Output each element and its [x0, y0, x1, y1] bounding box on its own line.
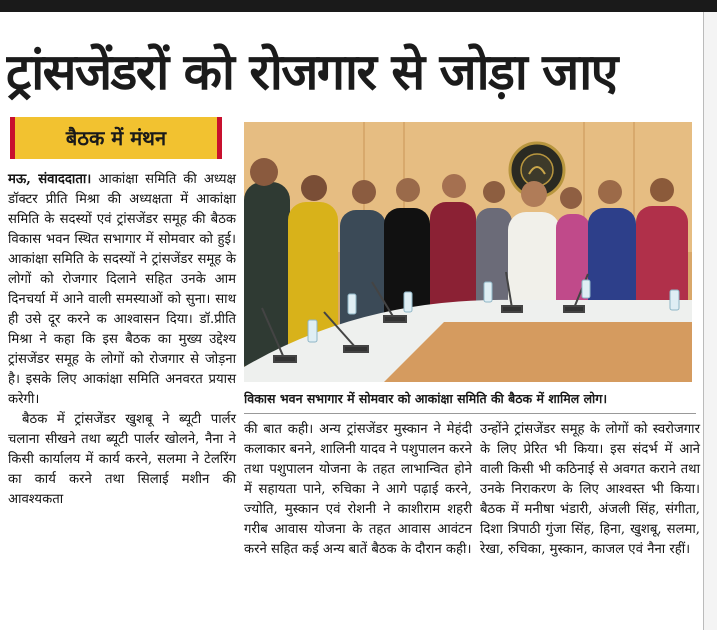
paragraph-1-text: आकांक्षा समिति की अध्यक्ष डॉक्टर प्रीति मिश्रा की अध्यक्षता में आकांक्षा समिति के सदस्यों एवं ट्रांसजेंडर समूह की बैठक विकास भवन स्थित सभागार में सोमवार को हुई। आकांक्षा समिति के सदस्यों ने ट्रांसजेंडर समूह के लोगों को रोजगार दिलाने सहित उनके आम दिनचर्या में आने वाली समस्याओं को सुना। साथ ही उसे दूर करने क आश्वासन दिया। डॉ.प्रीति मिश्रा ने कहा कि इस बैठक का मुख्य उद्देश्य ट्रांसजेंडर समूह के लोगों को रोजगार से जोड़ना है। इसके लिए आकांक्षा समिति अनवरत प्रयास करेगी। [8, 172, 236, 407]
caption-divider [244, 413, 696, 414]
article-column-2 [244, 420, 472, 620]
paragraph-2: बैठक में ट्रांसजेंडर खुशबू ने ब्यूटी पार्लर चलाना सीखने तथा ब्यूटी पार्लर खोलने, नैना ने किसी कार्यालय में कार्य करने, सलमा ने टेलरिंग का कार्य करने तथा सिलाई मशीन की आवश्यकता [8, 412, 236, 507]
article-column-3 [480, 420, 700, 620]
page-top-band [0, 0, 717, 12]
headline: ट्रांसजेंडरों को रोजगार से जोड़ा जाए [6, 43, 617, 101]
meeting-photo [244, 122, 692, 382]
dateline: मऊ, संवाददाता। [8, 172, 92, 187]
meeting-photo-illustration [244, 122, 692, 382]
kicker-label: बैठक में मंथन [10, 117, 222, 159]
article-column-1 [8, 170, 236, 620]
column-3-text: उन्होंने ट्रांसजेंडर समूह के लोगों को स्वरोजगार के लिए प्रेरित भी किया। इस संदर्भ में आने वाली किसी भी कठिनाई से अवगत कराने तथा उनके निराकरण के लिए आश्वस्त भी किया। बैठक में मनीषा भंडारी, अंजली सिंह, संगीता, दिशा त्रिपाठी गुंजा सिंह, हिना, खुशबू, सलमा, रेखा, रुचिका, मुस्कान, काजल एवं नैना रहीं। [480, 422, 700, 557]
adjacent-article-strip [703, 12, 717, 630]
photo-caption: विकास भवन सभागार में सोमवार को आकांक्षा समिति की बैठक में शामिल लोग। [244, 391, 608, 406]
paragraph-1 [8, 170, 236, 410]
column-2-text: की बात कही। अन्य ट्रांसजेंडर मुस्कान ने मेहंदी कलाकार बनने, शालिनी यादव ने पशुपालन करने तथा पशुपालन योजना के तहत लाभान्वित होने में सहायता पाने, रुचिका ने आगे पढ़ाई करने, ज्योति, मुस्कान एवं रोशनी ने काशीराम शहरी गरीब आवास योजना के तहत आवास आवंटन करने सहित कई अन्य बातें बैठक के दौरान कही। [244, 422, 472, 557]
